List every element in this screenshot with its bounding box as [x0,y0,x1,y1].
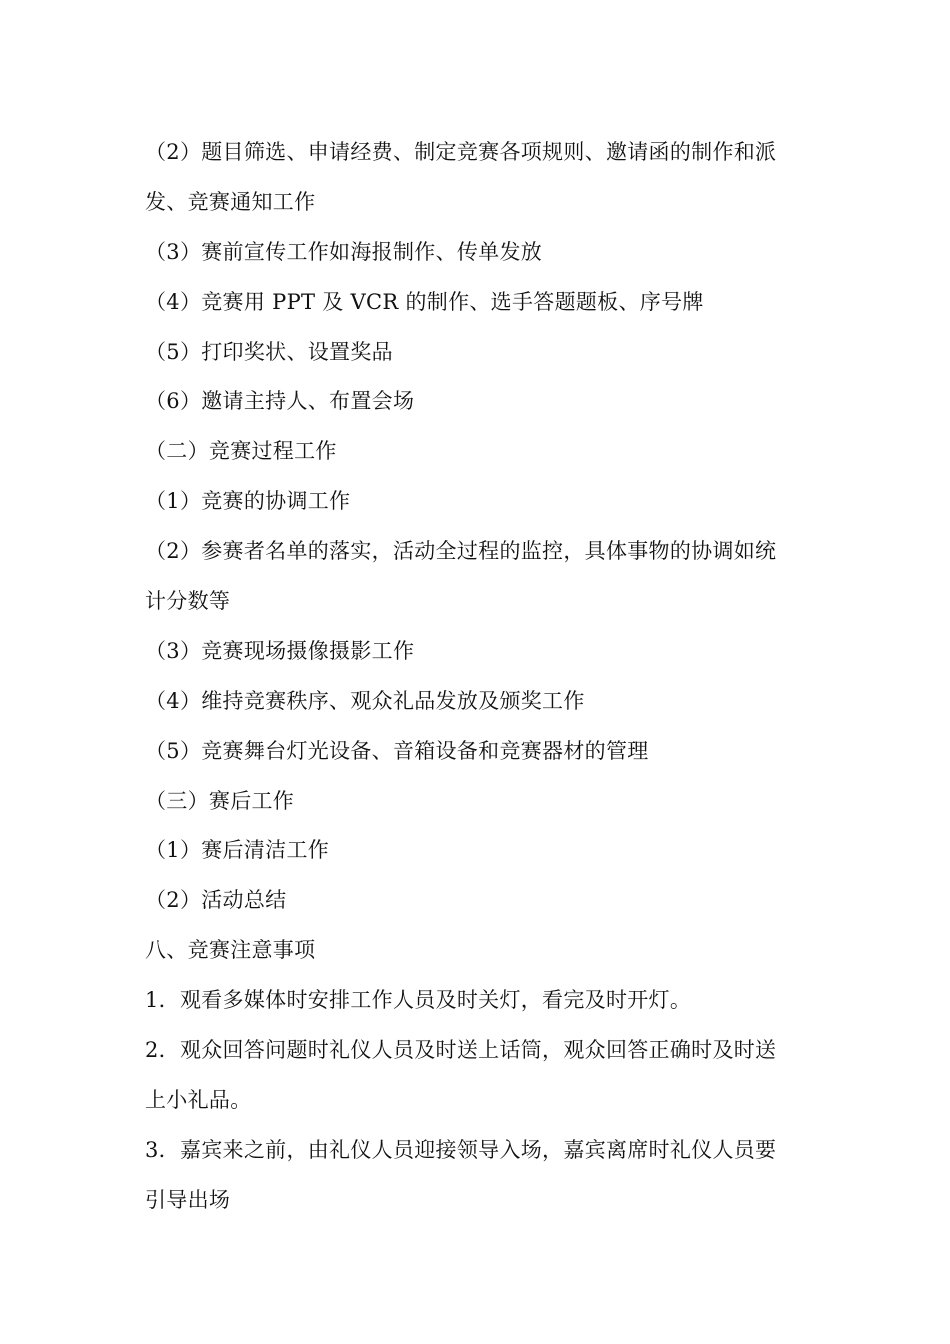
text-line-process-1: （1）竞赛的协调工作 [145,489,351,514]
text-line-post-2: （2）活动总结 [145,888,287,913]
text-line-process-3: （3）竞赛现场摄像摄影工作 [145,638,415,663]
text-line-process-4: （4）维持竞赛秩序、观众礼品发放及颁奖工作 [145,688,585,713]
text-line-task-6: （6）邀请主持人、布置会场 [145,389,415,414]
text-line-task-2-part2: 发、竞赛通知工作 [145,189,316,214]
section-heading-notes: 八、竞赛注意事项 [145,938,316,963]
text-line-task-3: （3）赛前宣传工作如海报制作、传单发放 [145,239,543,264]
text-line-note-3-part2: 引导出场 [145,1187,231,1212]
text-line-process-5: （5）竞赛舞台灯光设备、音箱设备和竞赛器材的管理 [145,738,649,763]
text-line-note-3-part1: 3．嘉宾来之前，由礼仪人员迎接领导入场，嘉宾离席时礼仪人员要 [145,1137,777,1162]
section-heading-post: （三）赛后工作 [145,788,295,813]
text-line-task-2-part1: （2）题目筛选、申请经费、制定竞赛各项规则、邀请函的制作和派 [145,140,777,164]
document-body [145,128,815,1226]
text-line-task-5: （5）打印奖状、设置奖品 [145,339,393,364]
section-heading-process: （二）竞赛过程工作 [145,439,337,464]
text-line-process-2-part2: 计分数等 [145,589,231,614]
text-line-note-2-part1: 2．观众回答问题时礼仪人员及时送上话筒，观众回答正确时及时送 [145,1038,777,1063]
text-line-note-2-part2: 上小礼品。 [145,1087,252,1112]
text-line-task-4: （4）竞赛用 PPT 及 VCR 的制作、选手答题题板、序号牌 [145,289,704,314]
text-line-note-1: 1．观看多媒体时安排工作人员及时关灯，看完及时开灯。 [145,988,692,1013]
text-line-process-2-part1: （2）参赛者名单的落实，活动全过程的监控，具体事物的协调如统 [145,539,777,564]
text-line-post-1: （1）赛后清洁工作 [145,838,330,863]
